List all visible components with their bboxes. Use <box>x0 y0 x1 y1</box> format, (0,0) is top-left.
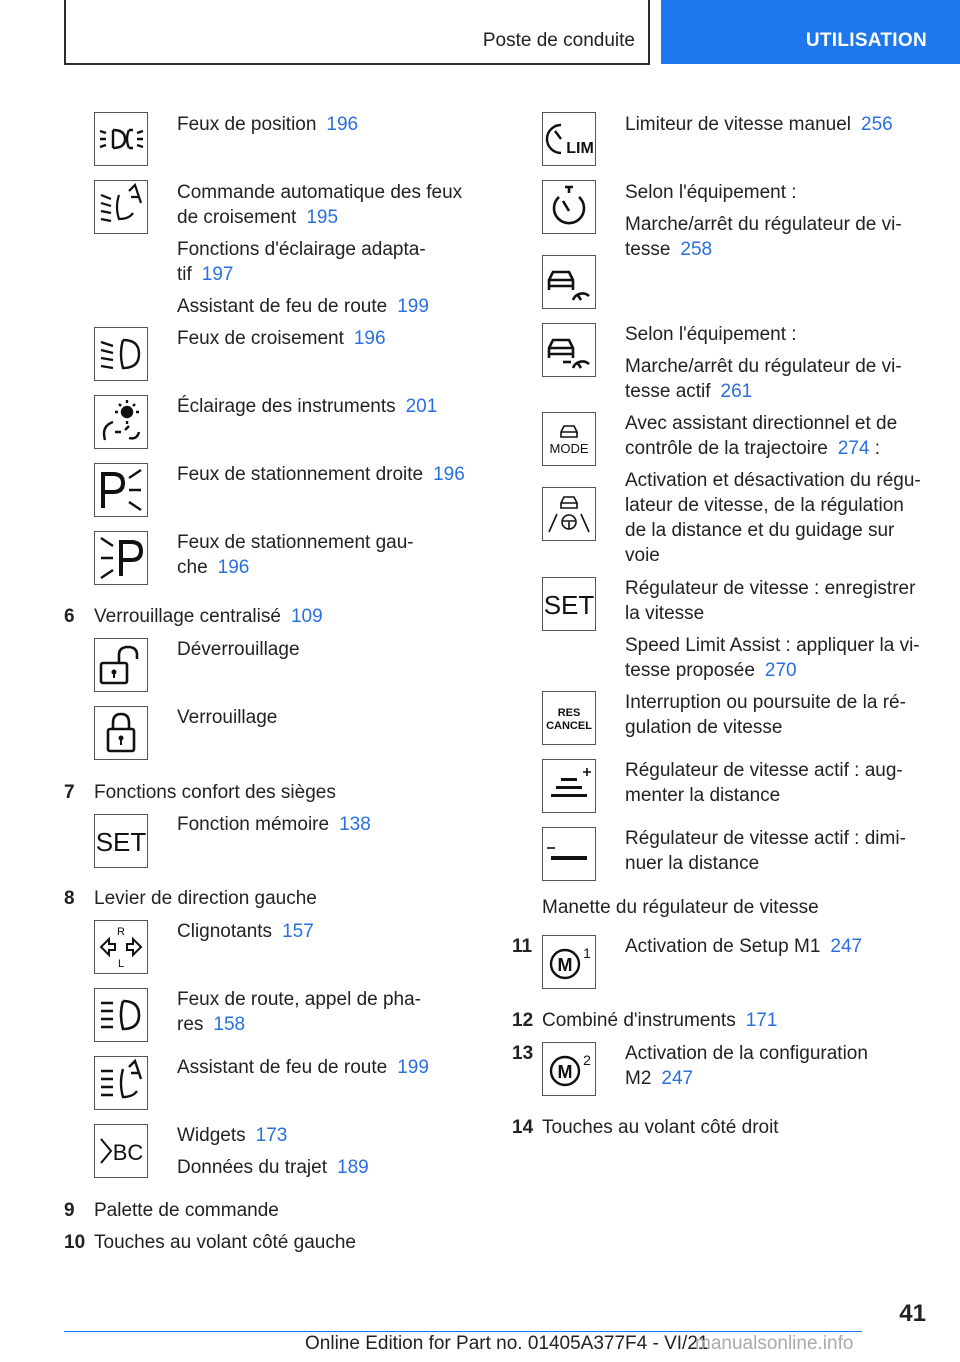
page-ref[interactable]: 270 <box>764 660 797 681</box>
header-rule-left <box>64 0 66 64</box>
item-steering-assistant: Avec assistant directionnel et de contrôle de la trajectoire 274 : <box>625 413 898 459</box>
page-ref[interactable]: 158 <box>213 1014 246 1035</box>
chapter-tab-label: UTILISATION <box>805 30 927 51</box>
item-instrument-lighting: Éclairage des instruments 201 <box>177 396 438 417</box>
page-ref[interactable]: 247 <box>661 1068 694 1089</box>
svg-text:L: L <box>117 958 125 970</box>
page-ref[interactable]: 196 <box>353 328 386 349</box>
set-speed-icon <box>542 577 596 631</box>
item-number: 9 <box>64 1200 75 1221</box>
page-ref[interactable]: 247 <box>830 936 863 957</box>
page-ref[interactable]: 199 <box>397 296 429 317</box>
item-speed-limit-assist: Speed Limit Assist : appliquer la vi- tesse proposée 270 <box>625 635 920 681</box>
mode-icon <box>542 412 596 466</box>
chapter-tab[interactable] <box>661 0 960 64</box>
parking-light-left-icon <box>94 531 148 585</box>
page-ref[interactable]: 197 <box>201 264 234 285</box>
section-title: Poste de conduite <box>482 30 635 51</box>
item-seat-comfort: Fonctions confort des sièges <box>94 782 336 803</box>
footer-rule <box>64 1331 862 1332</box>
item-parking-light-left: Feux de stationnement gau- che 196 <box>177 532 414 578</box>
item-acc-onoff: Marche/arrêt du régulateur de vi- tesse actif 261 <box>625 356 902 402</box>
item-number: 7 <box>64 782 75 803</box>
m2-icon <box>542 1042 596 1096</box>
position-lights-icon <box>94 112 148 166</box>
item-set-speed: Régulateur de vitesse : enregistrer la vitesse <box>625 578 916 624</box>
item-number: 11 <box>512 936 533 957</box>
page-number: 41 <box>899 1300 926 1327</box>
item-parking-light-right: Feux de stationnement droite 196 <box>177 464 465 485</box>
svg-text:M: M <box>557 1062 573 1082</box>
page-ref[interactable]: 195 <box>306 207 339 228</box>
item-memory-function: Fonction mémoire 138 <box>177 814 371 835</box>
svg-text:2: 2 <box>583 1052 591 1068</box>
turn-signal-icon <box>94 920 148 974</box>
item-acc-equipment: Selon l'équipement : <box>625 324 797 345</box>
item-res-cancel: Interruption ou poursuite de la ré- gulation de vitesse <box>625 692 906 738</box>
item-trip-data: Données du trajet 189 <box>177 1157 369 1178</box>
page-ref[interactable]: 173 <box>255 1125 288 1146</box>
svg-text:LIM: LIM <box>566 140 594 157</box>
item-number: 13 <box>512 1043 534 1064</box>
header-rule-right <box>648 0 650 64</box>
page-ref[interactable]: 171 <box>745 1010 778 1031</box>
high-beam-assist-icon <box>94 1056 148 1110</box>
item-number: 14 <box>512 1117 534 1138</box>
page-ref[interactable]: 261 <box>720 381 753 402</box>
item-widgets: Widgets 173 <box>177 1125 288 1146</box>
svg-text:1: 1 <box>583 945 591 961</box>
page-ref[interactable]: 157 <box>282 921 314 942</box>
item-cc-equipment: Selon l'équipement : <box>625 182 797 203</box>
item-number: 10 <box>64 1232 86 1253</box>
item-high-beam-assistant: Assistant de feu de route 199 <box>177 296 429 317</box>
header-rule <box>64 63 650 65</box>
low-beam-icon <box>94 327 148 381</box>
unlock-icon <box>94 638 148 692</box>
item-cruise-stalk: Manette du régulateur de vitesse <box>542 897 819 918</box>
item-position-lights: Feux de position 196 <box>177 114 359 135</box>
page-ref[interactable]: 189 <box>337 1157 369 1178</box>
high-beam-icon <box>94 988 148 1042</box>
page-ref[interactable]: 201 <box>405 396 438 417</box>
item-unlock: Déverrouillage <box>177 639 300 660</box>
page-ref[interactable]: 109 <box>290 606 323 627</box>
svg-text:M: M <box>557 955 573 975</box>
item-turn-signals: Clignotants 157 <box>177 921 314 942</box>
item-activation: Activation et désactivation du régu- lateur de vitesse, de la régulation de la distance et du guidage sur voie <box>625 470 921 566</box>
page-ref[interactable]: 196 <box>433 464 465 485</box>
instrument-lighting-icon <box>94 395 148 449</box>
item-cc-onoff: Marche/arrêt du régulateur de vi- tesse 258 <box>625 214 902 260</box>
item-number: 6 <box>64 606 75 627</box>
page-ref[interactable]: 199 <box>397 1057 429 1078</box>
watermark: manualsonline.info <box>695 1333 854 1354</box>
speed-limiter-icon <box>542 112 596 166</box>
car-cruise-icon <box>542 255 596 309</box>
item-left-wheel-buttons: Touches au volant côté gauche <box>94 1232 356 1253</box>
res-cancel-icon <box>542 691 596 745</box>
bc-icon <box>94 1124 148 1178</box>
item-central-locking: Verrouillage centralisé 109 <box>94 606 323 627</box>
item-speed-limiter: Limiteur de vitesse manuel 256 <box>625 114 893 135</box>
m1-icon <box>542 935 596 989</box>
lock-icon <box>94 706 148 760</box>
svg-text:MODE: MODE <box>549 441 589 456</box>
item-setup-m2: Activation de la configuration M2 247 <box>625 1043 868 1089</box>
item-low-beam: Feux de croisement 196 <box>177 328 386 349</box>
item-right-wheel-buttons: Touches au volant côté droit <box>542 1117 779 1138</box>
footer-edition: Online Edition for Part no. 01405A377F4 - VI/21 <box>305 1333 709 1354</box>
item-auto-low-beam: Commande automatique des feux de croisement 195 <box>177 182 463 228</box>
set-icon <box>94 814 148 868</box>
page-ref[interactable]: 258 <box>680 239 713 260</box>
svg-text:RES: RES <box>557 707 581 719</box>
svg-text:BC: BC <box>112 1140 144 1165</box>
item-number: 8 <box>64 888 75 909</box>
car-acc-icon <box>542 323 596 377</box>
item-lock: Verrouillage <box>177 707 278 728</box>
page-ref[interactable]: 274 <box>837 438 870 459</box>
distance-decrease-icon <box>542 827 596 881</box>
cruise-control-icon <box>542 180 596 234</box>
item-distance-increase: Régulateur de vitesse actif : aug- menter la distance <box>625 760 903 806</box>
lane-assist-icon <box>542 487 596 541</box>
page-ref[interactable]: 138 <box>339 814 371 835</box>
item-control-pad: Palette de commande <box>94 1200 279 1221</box>
distance-increase-icon <box>542 759 596 813</box>
page-ref[interactable]: 196 <box>326 114 359 135</box>
item-number: 12 <box>512 1010 534 1031</box>
item-distance-decrease: Régulateur de vitesse actif : dimi- nuer la distance <box>625 828 906 874</box>
item-instrument-cluster: Combiné d'instruments 171 <box>542 1010 778 1031</box>
parking-light-right-icon <box>94 463 148 517</box>
item-high-beam: Feux de route, appel de pha- res 158 <box>177 989 422 1035</box>
page-ref[interactable]: 256 <box>861 114 893 135</box>
svg-text:SET: SET <box>543 590 595 620</box>
page-ref[interactable]: 196 <box>217 557 250 578</box>
item-left-stalk: Levier de direction gauche <box>94 888 317 909</box>
svg-text:SET: SET <box>95 827 147 857</box>
item-setup-m1: Activation de Setup M1 247 <box>625 936 863 957</box>
item-high-beam-assistant-2: Assistant de feu de route 199 <box>177 1057 429 1078</box>
svg-text:CANCEL: CANCEL <box>546 720 592 732</box>
auto-low-beam-icon <box>94 180 148 234</box>
svg-text:R: R <box>117 926 125 938</box>
item-adaptive-lighting: Fonctions d'éclairage adapta- tif 197 <box>177 239 426 285</box>
